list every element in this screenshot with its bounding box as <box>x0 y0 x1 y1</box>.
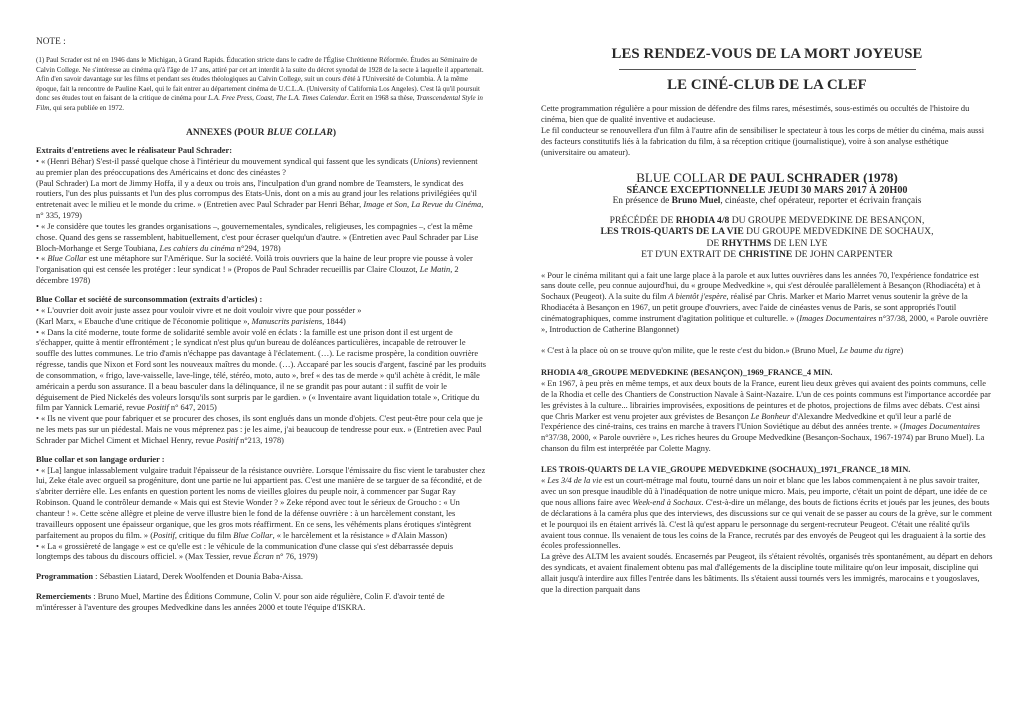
intro-text: Le fil conducteur se renouvellera d'un film à l'autre afin de sensibiliser le spectateur à tous les corps de métier du cinéma, mais aussi des facteurs constitutifs liés à la fabrication du film, à sa réception critique (journalistique), voire à son analyse esthétique (universitaire ou amateur). <box>541 125 985 157</box>
preceded-line: DE RHYTHMS DE LEN LYE <box>706 237 828 249</box>
annex-title: ANNEXES (POUR BLUE COLLAR) <box>185 127 337 138</box>
quote: • « Dans la cité moderne, toute forme de solidarité semble avoir volé en éclats : la famille est une prison dont il est urgent de s'échapper, quitte à mentir effrontément ; le syndicat n'est plus qu'un bureau de doléances particulières, incapable de retrouver le souffle des luttes communes. Le trio d'amis n'échappe pas davantage à l'éclatement. (…). Le racisme prospère, la condition ouvrière régresse, tandis que Nixon et Ford sont les nouveaux maîtres du monde. (…). Accaparé par les soucis d'argent, fasciné par les produits de consommation, « frigo, lave-vaisselle, lave-linge, télé, stéréo, moto, auto », bref « des tas de merde » qu'il achète à crédit, le mâle américain a perdu son assurance. Il a beau basculer dans la délinquance, il ne se grandit pas pour autant : il suffit de voir le déguisement de Pied Nickelés des voleurs lorsqu'ils sont surpris par le gardien. » (« Inventaire avant liquidation totale », Critique du film par Yannick Lemarié, revue Positif n° 647, 2015) <box>36 327 486 413</box>
quote: • « Ils ne vivent que pour fabriquer et se procurer des choses, ils sont englués dans un monde d'objets. C'est peut-être pour cela que je ne les mets pas sur un piédestal. Mais ne vous méprenez pas : je les aime, j'ai beaucoup de tendresse pour eux. » (Entretien avec Paul Schrader par Michel Ciment et Michael Henry, revue Positif n°213, 1978) <box>36 414 483 445</box>
quote: • « [La] langue inlassablement vulgaire traduit l'épaisseur de la résistance ouvrière. Lorsque l'émissaire du fisc vient le tarabuster chez lui, Zeke étale avec orgueil sa progéniture, dont une partie ne lui appartient pas. C'est une manière de se targuer de sa fécondité, et de s'abriter derrière elle. Les enfants en question portent les noms de vieilles gloires du peuple noir, à commencer par Sugar Ray Robinson. Quand le contrôleur demande « Mais qui est Stevie Wonder ? » Zeke répond avec tout le sérieux de Groucho : « Un chanteur ! ». Cette scène allègre et pleine de verve illustre bien le fond de la défense ouvrière : à un harcèlement constant, les travailleurs opposent une épaisseur organique, que les gros mots réaffirment. En ce sens, les véhéments plans érotiques s'intègrent parfaitement au propos du film. » (Positif, critique du film Blue Collar, « le harcèlement et la résistance » d'Alain Masson) <box>36 465 486 540</box>
right-column <box>541 0 993 596</box>
section-title: Blue Collar et société de surconsommation (extraits d'articles) : <box>36 294 263 304</box>
quote: (Paul Schrader) La mort de Jimmy Hoffa, il y a deux ou trois ans, l'inculpation d'un grand nombre de Teamsters, le syndicat des routiers, l'un des plus puissants et l'un des plus corrompus des Etats-Unis, dont on a mis au grand jour les relations privilégiées qu'il entretenait avec le milieu et le monde du crime. » (Entretien avec Paul Schrader par Henri Béhar, Image et Son, La Revue du Cinéma, n° 335, 1979) <box>36 178 484 221</box>
right-page <box>512 0 1024 725</box>
guest-line: En présence de Bruno Muel, cinéaste, chef opérateur, reporter et écrivain français <box>612 195 922 206</box>
screening-date: SÉANCE EXCEPTIONNELLE JEUDI 30 MARS 2017 À 20H00 <box>626 184 908 196</box>
film-heading: LES TROIS-QUARTS DE LA VIE_GROUPE MEDVEDKINE (SOCHAUX)_1971_FRANCE_18 MIN. <box>541 465 911 475</box>
quote: • « Blue Collar est une métaphore sur l'Amérique. Sur la société. Voilà trois ouvriers que la haine de leur propre vie pousse à voler l'organisation qui est censée les protéger : leur syndicat ! » (Propos de Paul Schrader recueillis par Claire Clouzot, Le Matin, 2 décembre 1978) <box>36 254 473 286</box>
programmation: Programmation : Sébastien Liatard, Derek Woolfenden et Dounia Baba-Aissa. <box>36 572 303 582</box>
preceded-line: PRÉCÉDÉE DE RHODIA 4/8 DU GROUPE MEDVEDKINE DE BESANÇON, <box>609 214 925 226</box>
left-column <box>36 0 486 614</box>
film-heading: RHODIA 4/8_GROUPE MEDVEDKINE (BESANÇON)_1969_FRANCE_4 MIN. <box>541 367 833 377</box>
quote: « C'est à la place où on se trouve qu'on milite, que le reste c'est du bidon.» (Bruno Muel, Le baume du tigre) <box>541 345 904 355</box>
quote: • « (Henri Béhar) S'est-il passé quelque chose à l'intérieur du mouvement syndical qui fassent que les syndicats (Unions) reviennent au premier plan des préoccupations des Américains et donc des cinéastes ? <box>36 156 478 177</box>
film-description: La grève des ALTM les avaient soudés. Encasernés par Peugeot, ils s'étaient révoltés, organisés très spontanément, au départ en dehors des syndicats, et avaient finalement obtenu pas mal d'allégements de la discipline toute militaire qu'on leur imposait, discipline qui allait jusqu'à interdire aux filles l'entrée dans les bâtiments. Ils s'étaient aussi tournés vers les immigrés, marocains e t yougoslaves, que la direction parquait dans <box>541 552 993 595</box>
preceded-line: ET D'UN EXTRAIT DE CHRISTINE DE JOHN CARPENTER <box>641 249 893 261</box>
club-title: LE CINÉ-CLUB DE LA CLEF <box>667 77 867 93</box>
series-title: LES RENDEZ-VOUS DE LA MORT JOYEUSE <box>611 46 923 62</box>
intro-text: Cette programmation régulière a pour mission de défendre des films rares, mésestimés, sous-estimés ou occultés de l'histoire du cinéma, bien que de qualité inventive et audacieuse. <box>541 104 970 124</box>
quote: • « L'ouvrier doit avoir juste assez pour vouloir vivre et ne doit vouloir vivre que pour posséder » <box>36 305 362 315</box>
film-description: « En 1967, à peu près en même temps, et aux deux bouts de la France, eurent lieu deux grèves qui avaient des points communs, celle de la Rhodia et celle des Chantiers de Construction Navale à Saint-Nazaire. L'un de ces points communs est l'importance accordée par les grévistes à la culture... librairies improvisées, expositions de peintures et de photos, projections de films avec débats. C'est ainsi que Chris Marker est venu projeter aux grévistes de Besançon Le Bonheur d'Alexandre Medvedkine et qu'il leur a parlé de l'expérience des ciné-trains, ces trains en marche à travers l'Union Soviétique au début des années trente. » (Images Documentaires n°37/38, 2000, « Parole ouvrière », Les riches heures du Groupe Medvedkine (Besançon-Sochaux, 1967-1974) par Bruno Muel). La chanson du film est interprétée par Colette Magny. <box>541 378 991 454</box>
note-text: (1) Paul Scrader est né en 1946 dans le Michigan, à Grand Rapids. Éducation stricte dans le cadre de l'Église Chrétienne Réformée. Études au Séminaire de Calvin College. Ne s'intéresse au cinéma qu'à l'âge de 17 ans, attiré par cet art interdit à la suite du décret synodal de 1928 de la secte à laquelle il appartenait. Afin d'en savoir davantage sur les films et pendant ses études théologiques au Calvin College, suit un cours d'été à l'Université de Columbia. À la même époque, fait la rencontre de Pauline Kael, qui le fait entrer au département cinéma de U.C.L.A. (University of California Los Angeles). C'est là qu'il poursuit donc ses études tout en faisant de la critique de cinéma pour L.A. Free Press, Coast, The L.A. Times Calendar. Écrit en 1968 sa thèse, Transcendental Style in Film, qui sera publiée en 1972. <box>36 56 484 112</box>
section-title: Blue collar et son langage ordurier : <box>36 454 165 464</box>
section-consumption <box>36 295 486 447</box>
section-title: Extraits d'entretiens avec le réalisateur Paul Schrader: <box>36 146 232 155</box>
preceded-line: LES TROIS-QUARTS DE LA VIE DU GROUPE MEDVEDKINE DE SOCHAUX, <box>600 226 934 238</box>
film-description: « Les 3/4 de la vie est un court-métrage mal foutu, tourné dans un noir et blanc que les labos commençaient à ne plus savoir traiter, avec un son presque inaudible dû à l'inadéquation de notre unique micro. Mais, peu importe, c'était un point de départ, une idée de ce que nous allions faire avec Week-end à Sochaux. C'est-à-dire un mélange, des bouts de fictions écrits et joués par les jeunes, des bouts de déclarations à la caméra plus que des interviews, des discussions sur ce qui venait de se passer au cours de la grève, sur le comment et le pourquoi ils en étaient arrivés là. C'est là qu'est apparu le personnage du sergent-recruteur Peugeot. C'était une réalité qu'ils avaient tous connue. Ils venaient de tous les coins de la France, recrutés par des envoyés de Peugeot qui les draguaient à la sortie des écoles professionnelles. <box>541 476 992 551</box>
title-divider <box>619 69 916 70</box>
film-title: BLUE COLLAR DE PAUL SCHRADER (1978) <box>636 169 898 185</box>
quote: • « Je considère que toutes les grandes organisations –, gouvernementales, syndicales, religieuses, les compagnies –, c'est la même chose. Quand des gens se rassemblent, habituellement, c'est pour écraser quelqu'un d'autre. » (Entretien avec Paul Schrader par Lise Bloch-Morhange et Serge Toubiana, Les cahiers du cinéma n°294, 1978) <box>36 221 479 253</box>
quote: « Pour le cinéma militant qui a fait une large place à la parole et aux luttes ouvrières dans les années 70, l'expérience fondatrice est sans doute celle, peu connue aujourd'hui, du « groupe Medvedkine », qui s'est déroulée parallèlement à Besançon (Rhodiacéta) et à Sochaux (Peugeot). A la suite du film A bientôt j'espère, réalisé par Chris. Marker et Mario Marret venus soutenir la grève de la Rhodiacéta à Besançon en 1967, un petit groupe d'ouvriers, avec l'aide de cinéastes venus de Paris, se sont appropriés l'outil cinématographiques, comme instrument d'agitation politique et culturelle. » (Images Documentaires n°37/38, 2000, « Parole ouvrière », Introduction de Catherine Blangonnet) <box>541 270 988 335</box>
section-language <box>36 455 486 563</box>
remerciements: Remerciements : Bruno Muel, Martine des Éditions Commune, Colin V. pour son aide régulière, Colin F. d'avoir tenté de m'intéresser à l'aventure des groupes Medvedkine dans les années 2000 et toute l'équipe d'ISKRA. <box>36 592 445 612</box>
quote: • « La « grossièreté de langage » est ce qu'elle est : le véhicule de la communication d'une classe qui s'est débarrassée depuis longtemps des tabous du discours officiel. » (Max Tessier, revue Écran n° 76, 1979) <box>36 541 453 562</box>
note-title: NOTE : <box>36 37 66 47</box>
quote-source: (Karl Marx, « Ebauche d'une critique de l'économie politique », Manuscrits parisiens, 1844) <box>36 316 346 326</box>
section-interviews <box>36 146 486 287</box>
preceded-by <box>541 215 993 261</box>
